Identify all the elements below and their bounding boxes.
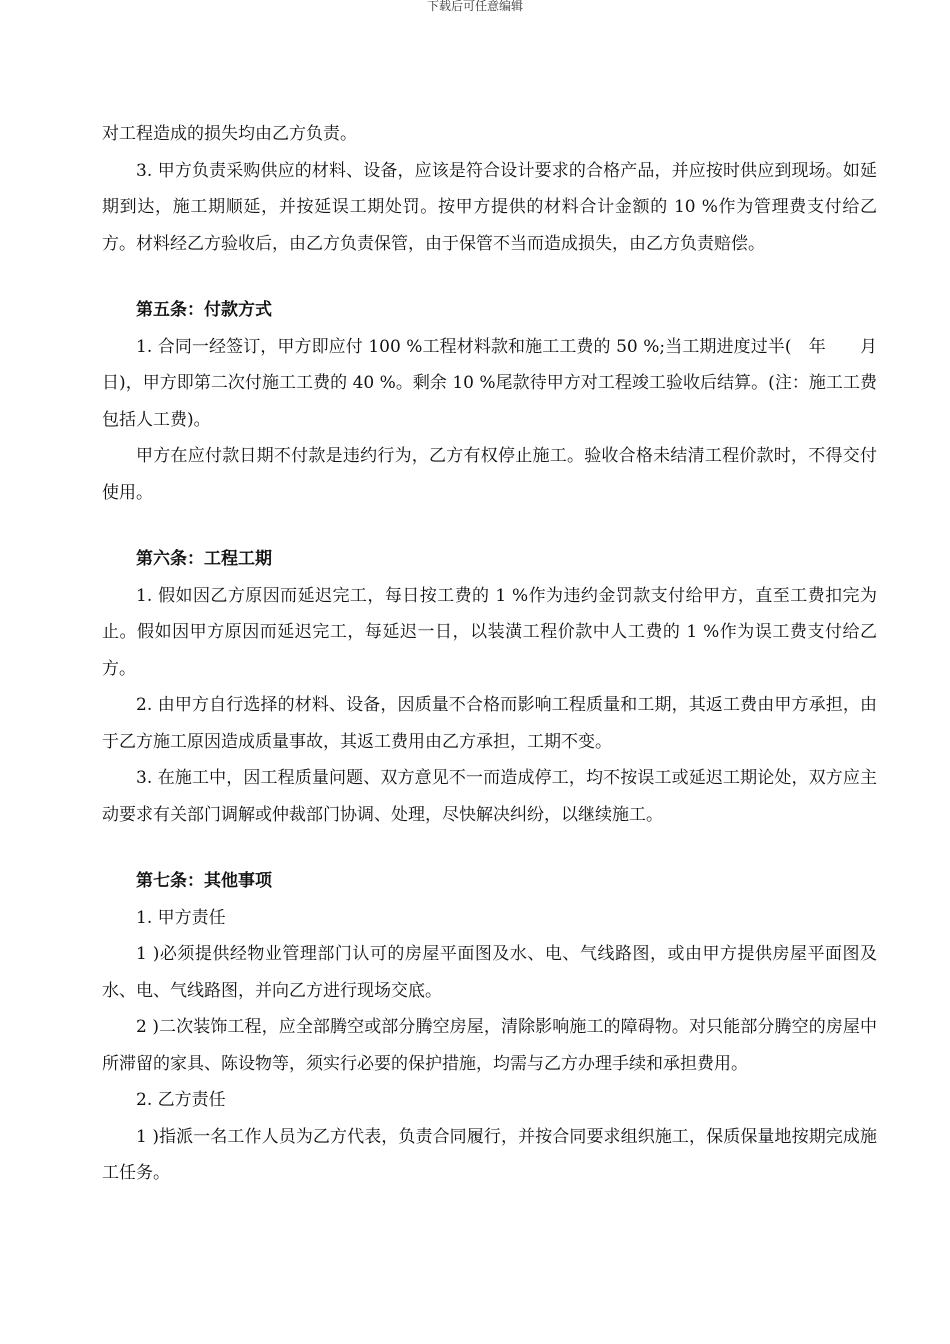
paragraph: 1. 合同一经签订，甲方即应付 100 %工程材料款和施工工费的 50 %;当工期进度过半( 年 月 日)，甲方即第二次付施工工费的 40 %。剩余 10 %尾款待甲方对工程竣工验收后结算。(注：施工工费包括人工费)。 bbox=[102, 336, 911, 430]
section-heading: 第六条：工程工期 bbox=[136, 549, 272, 569]
section-heading: 第七条：其他事项 bbox=[136, 871, 272, 891]
document-body bbox=[102, 116, 911, 1192]
paragraph: 3. 甲方负责采购供应的材料、设备，应该是符合设计要求的合格产品，并应按时供应到现场。如延期到达，施工期顺延，并按延误工期处罚。按甲方提供的材料合计金额的 10 %作为管理费支付给乙方。材料经乙方验收后，由乙方负责保管，由于保管不当而造成损失，由乙方负责赔偿。 bbox=[102, 160, 877, 254]
paragraph: 2 )二次装饰工程，应全部腾空或部分腾空房屋，清除影响施工的障碍物。对只能部分腾空的房屋中所滞留的家具、陈设物等，须实行必要的保护措施，均需与乙方办理手续和承担费用。 bbox=[102, 1017, 877, 1074]
paragraph: 1. 假如因乙方原因而延迟完工，每日按工费的 1 %作为违约金罚款支付给甲方，直至工费扣完为止。假如因甲方原因而延迟完工，每延迟一日，以装潢工程价款中人工费的 1 %作为误工费支付给乙方。 bbox=[102, 585, 877, 679]
paragraph: 1 )指派一名工作人员为乙方代表，负责合同履行，并按合同要求组织施工，保质保量地按期完成施工任务。 bbox=[102, 1126, 877, 1183]
paragraph: 2. 乙方责任 bbox=[136, 1090, 226, 1110]
paragraph: 2. 由甲方自行选择的材料、设备，因质量不合格而影响工程质量和工期，其返工费由甲方承担，由于乙方施工原因造成质量事故，其返工费用由乙方承担，工期不变。 bbox=[102, 695, 877, 752]
paragraph: 对工程造成的损失均由乙方负责。 bbox=[102, 124, 357, 144]
section-heading: 第五条：付款方式 bbox=[136, 300, 272, 320]
paragraph: 1. 甲方责任 bbox=[136, 907, 226, 928]
page-header: 下载后可任意编辑 bbox=[426, 0, 523, 13]
paragraph: 3. 在施工中，因工程质量问题、双方意见不一而造成停工，均不按误工或延迟工期论处，双方应主动要求有关部门调解或仲裁部门协调、处理，尽快解决纠纷，以继续施工。 bbox=[102, 768, 877, 825]
paragraph: 1 )必须提供经物业管理部门认可的房屋平面图及水、电、气线路图，或由甲方提供房屋平面图及水、电、气线路图，并向乙方进行现场交底。 bbox=[102, 944, 877, 1001]
paragraph: 甲方在应付款日期不付款是违约行为，乙方有权停止施工。验收合格未结清工程价款时，不得交付使用。 bbox=[102, 446, 877, 503]
